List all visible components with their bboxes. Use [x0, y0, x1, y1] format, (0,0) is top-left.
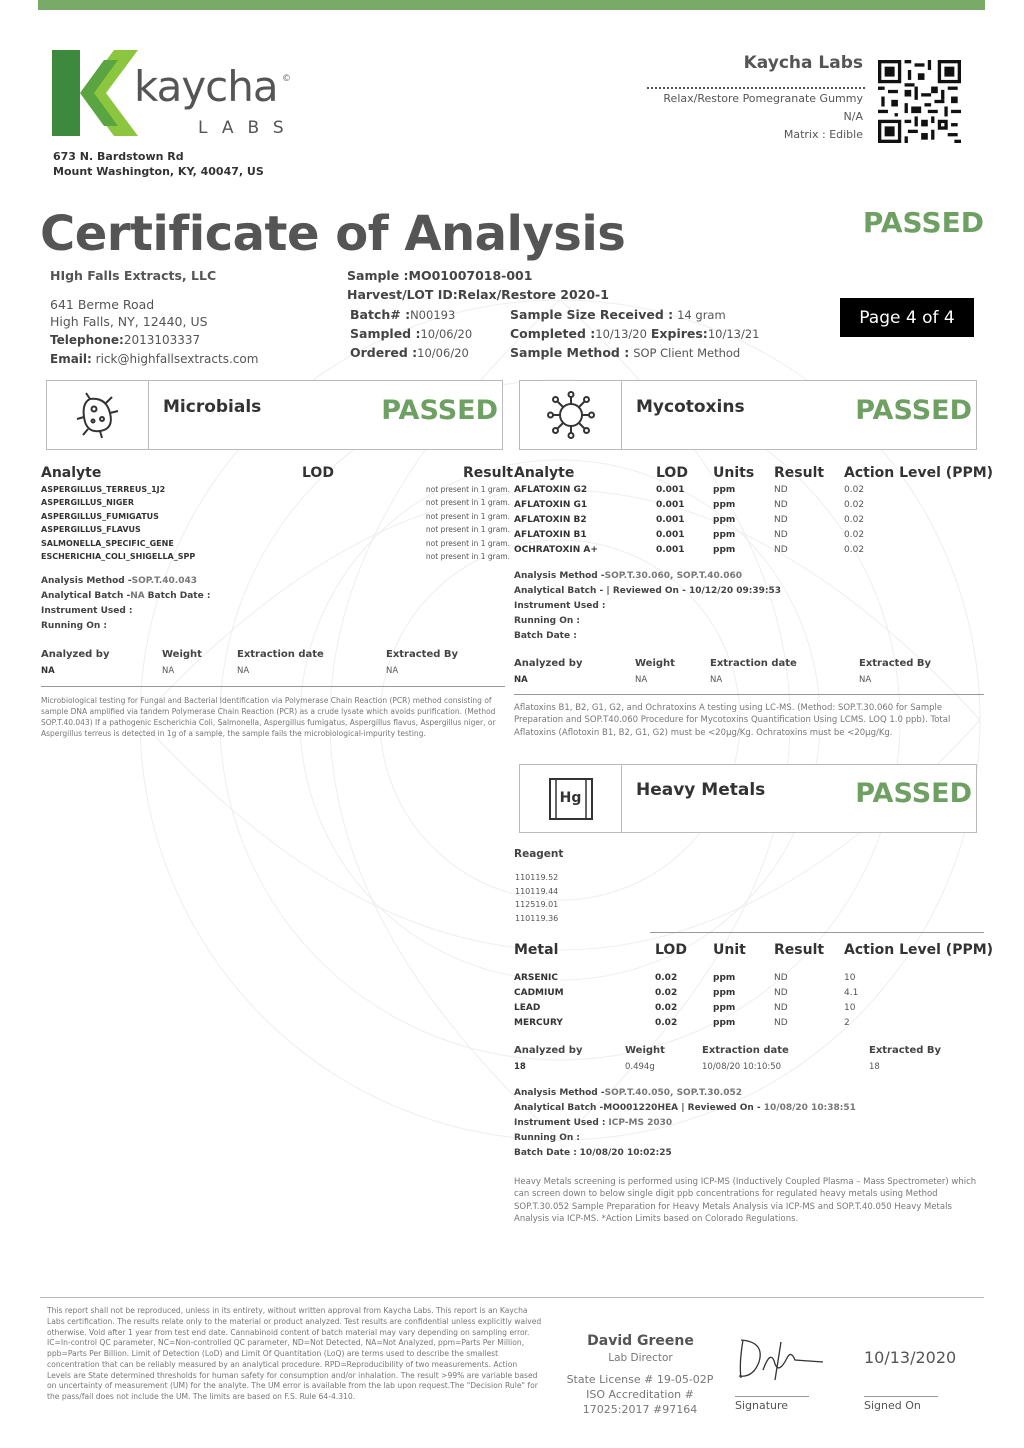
- metal-weight-label: Weight: [625, 1045, 665, 1056]
- table-row: [41, 512, 510, 525]
- micro-analysis-method: [41, 576, 197, 586]
- metal-extraction-label: Extraction date: [702, 1045, 789, 1056]
- page-title: Certificate of Analysis: [40, 206, 626, 262]
- myco-running-label: Running On :: [514, 616, 581, 626]
- product-name: Relax/Restore Pomegranate Gummy: [663, 92, 863, 105]
- ordered-value: 10/06/20: [417, 346, 469, 360]
- signature-label: Signature: [735, 1399, 789, 1412]
- heavy-metals-icon-cell: [520, 765, 622, 832]
- myco-units: ppm: [713, 500, 736, 510]
- metal-analysis-method: [514, 1088, 742, 1098]
- myco-result: ND: [774, 485, 788, 495]
- myco-method-value: SOP.T.30.060, SOP.T.40.060: [604, 571, 742, 581]
- logo-subtext: LABS: [198, 118, 298, 138]
- metal-action: 2: [844, 1018, 850, 1028]
- metal-running-label: Running On :: [514, 1133, 581, 1143]
- microbials-note: Microbiological testing for Fungal and Bacterial Identification via Polymerase Chain Reaction (PCR) method consisting of sample DNA amplified via tandem Polymerase Chain Reaction (PCR) as a crude lysate which avoids purification. (Method SOP.T.40.043) If a pathogenic Escherichia Coli, Salmonella, Aspergillus fumigatus, Aspergillus flavus, Aspergillus niger, or Aspergillus terreus is detected in 1g of a sample, the sample fails the microbiological-impurity testing.: [41, 696, 496, 738]
- iso-accreditation-line2: 17025:2017 #97164: [582, 1403, 698, 1416]
- micro-method-label: Analysis Method -: [41, 576, 132, 586]
- micro-running-label: Running On :: [41, 621, 108, 631]
- table-row: [514, 988, 984, 1003]
- mycotoxins-title: Mycotoxins: [636, 397, 745, 417]
- state-license: State License # 19-05-02P: [566, 1373, 714, 1386]
- myco-result: ND: [774, 515, 788, 525]
- myco-units: ppm: [713, 545, 736, 555]
- myco-result: ND: [774, 500, 788, 510]
- myco-analyte: AFLATOXIN B2: [514, 515, 587, 525]
- metal-instrument: [514, 1118, 672, 1128]
- micro-analyzed-by: NA: [41, 666, 55, 676]
- micro-batch-date-label: Batch Date :: [147, 591, 211, 601]
- micro-weight: NA: [162, 666, 175, 676]
- table-row: [514, 1003, 984, 1018]
- bacteria-icon: [76, 391, 120, 439]
- micro-result: not present in 1 gram.: [425, 485, 510, 494]
- microbials-icon-cell: [47, 381, 149, 449]
- table-row: [514, 1018, 984, 1033]
- myco-lod: 0.001: [656, 485, 685, 495]
- completed-value: 10/13/20: [595, 327, 647, 341]
- heavy-metals-table: [514, 973, 984, 1033]
- micro-analyte: ASPERGILLUS_FUMIGATUS: [41, 511, 159, 521]
- metal-extracted-by-label: Extracted By: [869, 1045, 942, 1056]
- myco-col-action: Action Level (PPM): [844, 465, 994, 481]
- myco-action: 0.02: [844, 500, 865, 510]
- signer-name: David Greene: [587, 1333, 694, 1349]
- metal-action: 10: [844, 1003, 856, 1013]
- micro-analyte: ASPERGILLUS_FLAVUS: [41, 525, 141, 535]
- micro-analyte: ASPERGILLUS_NIGER: [41, 498, 135, 508]
- size-label: Sample Size Received :: [510, 307, 674, 322]
- myco-units: ppm: [713, 515, 736, 525]
- micro-result: not present in 1 gram.: [425, 538, 510, 548]
- myco-lod: 0.001: [656, 500, 685, 510]
- mycotoxins-table: [514, 485, 984, 560]
- micro-analyzed-by-label: Analyzed by: [41, 649, 110, 660]
- metal-col-metal: Metal: [514, 942, 559, 958]
- myco-units: ppm: [713, 485, 736, 495]
- mercury-element-icon: [547, 778, 595, 820]
- mycotoxins-note: Aflatoxins B1, B2, G1, G2, and Ochratoxins A testing using LC-MS. (Method: SOP.T.30.060 for Sample Preparation and SOP.T40.060 Procedure for Mycotoxins Quantification Using LCMS. LOQ 1.0 ppb). Total Aflatoxins (Aflotoxin B1, B2, G1, G2) must be <20μg/Kg. Ochratoxins must be <20μg/Kg.: [514, 703, 951, 738]
- table-row: [514, 485, 984, 500]
- myco-analyzed-by-label: Analyzed by: [514, 658, 583, 669]
- metal-col-action: Action Level (PPM): [844, 942, 994, 958]
- client-name: HIgh Falls Extracts, LLC: [50, 268, 217, 283]
- micro-batch-label: Analytical Batch -: [41, 591, 131, 601]
- page-number-label: Page 4 of 4: [840, 298, 974, 337]
- metal-result: ND: [774, 988, 788, 998]
- micro-col-lod: LOD: [302, 465, 334, 481]
- micro-weight-label: Weight: [162, 649, 202, 660]
- myco-analyte: AFLATOXIN G2: [514, 485, 588, 495]
- heavy-metals-title: Heavy Metals: [636, 780, 766, 800]
- table-row: [41, 539, 510, 552]
- metal-batch-date-value: 10/08/20 10:02:25: [579, 1148, 672, 1158]
- harvest-lot: [347, 287, 609, 302]
- ordered-label: Ordered :: [350, 345, 418, 360]
- metal-name: MERCURY: [514, 1018, 563, 1028]
- table-row: [514, 530, 984, 545]
- virus-icon: [547, 391, 595, 439]
- myco-lod: 0.001: [656, 545, 685, 555]
- microbials-table: [41, 485, 510, 565]
- metal-unit: ppm: [713, 1018, 736, 1028]
- top-accent-bar: [38, 0, 985, 10]
- method-value: SOP Client Method: [633, 346, 741, 360]
- header-dotted-divider: [647, 87, 865, 89]
- myco-units: ppm: [713, 530, 736, 540]
- myco-col-lod: LOD: [656, 465, 688, 481]
- mycotoxins-status: PASSED: [855, 395, 972, 426]
- sample-method: [510, 345, 740, 360]
- signed-on-label: Signed On: [864, 1399, 921, 1412]
- method-label: Sample Method :: [510, 345, 630, 360]
- metal-result: ND: [774, 973, 788, 983]
- ordered-date: [350, 345, 469, 360]
- qr-code-icon[interactable]: [878, 60, 961, 143]
- myco-analysis-method: [514, 571, 742, 581]
- metal-action: 4.1: [844, 988, 859, 998]
- micro-instrument-label: Instrument Used :: [41, 606, 133, 616]
- myco-action: 0.02: [844, 545, 865, 555]
- email-value[interactable]: rick@highfallsextracts.com: [95, 352, 259, 366]
- reagent-label: Reagent: [514, 848, 564, 860]
- myco-analyte: AFLATOXIN G1: [514, 500, 588, 510]
- myco-lod: 0.001: [656, 530, 685, 540]
- lab-header-name: Kaycha Labs: [743, 53, 863, 73]
- metal-name: CADMIUM: [514, 988, 564, 998]
- myco-action: 0.02: [844, 485, 865, 495]
- lab-address-line1: 673 N. Bardstown Rd: [53, 150, 184, 163]
- metal-unit: ppm: [713, 973, 736, 983]
- list-item: 110119.36: [515, 913, 559, 923]
- completed-expires: [510, 326, 759, 341]
- client-city: High Falls, NY, 12440, US: [50, 314, 208, 329]
- micro-extracted-by-label: Extracted By: [386, 649, 459, 660]
- micro-result: not present in 1 gram.: [425, 511, 510, 521]
- micro-extracted-by: NA: [386, 666, 399, 676]
- micro-col-result: Result: [463, 465, 514, 481]
- metal-col-lod: LOD: [655, 942, 687, 958]
- metal-weight: 0.494g: [625, 1062, 655, 1072]
- myco-analyte: AFLATOXIN B1: [514, 530, 587, 540]
- metal-batch-value: MO001220HEA: [603, 1103, 679, 1113]
- metal-analyzed-by-label: Analyzed by: [514, 1045, 583, 1056]
- completed-label: Completed :: [510, 326, 596, 341]
- telephone-value: 2013103337: [123, 333, 201, 347]
- myco-batch-date-label: Batch Date :: [514, 631, 577, 641]
- metal-header-divider: [650, 932, 984, 933]
- metal-analyzed-by: 18: [514, 1062, 526, 1072]
- myco-action: 0.02: [844, 530, 865, 540]
- myco-instrument-label: Instrument Used :: [514, 601, 606, 611]
- micro-extraction-label: Extraction date: [237, 649, 324, 660]
- myco-analytical-batch: [514, 586, 781, 596]
- signature-line: [735, 1396, 809, 1397]
- micro-batch-value: NA: [130, 591, 145, 601]
- metal-name: LEAD: [514, 1003, 541, 1013]
- metal-action: 10: [844, 973, 856, 983]
- mycotoxins-icon-cell: [520, 381, 622, 449]
- heavy-metals-panel: [519, 764, 977, 833]
- metal-batch-date-label: Batch Date :: [514, 1148, 577, 1158]
- metal-col-result: Result: [774, 942, 825, 958]
- metal-unit: ppm: [713, 988, 736, 998]
- micro-analytical-batch: [41, 591, 210, 601]
- mycotoxins-panel: [519, 380, 977, 450]
- myco-col-analyte: Analyte: [514, 465, 575, 481]
- myco-batch-value: | Reviewed On - 10/12/20 09:39:53: [603, 586, 782, 596]
- signer-title: Lab Director: [608, 1352, 673, 1364]
- client-street: 641 Berme Road: [50, 297, 155, 312]
- myco-divider: [514, 694, 984, 695]
- myco-action: 0.02: [844, 515, 865, 525]
- table-row: [41, 552, 510, 565]
- batch-label: Batch# :: [350, 307, 411, 322]
- client-email: [50, 352, 258, 366]
- email-label: Email:: [50, 352, 92, 366]
- table-row: [41, 485, 510, 498]
- myco-weight: NA: [635, 675, 648, 685]
- micro-method-value: SOP.T.40.043: [131, 576, 198, 586]
- table-row: [514, 500, 984, 515]
- myco-extracted-by-label: Extracted By: [859, 658, 932, 669]
- table-row: [41, 525, 510, 538]
- sampled-value: 10/06/20: [420, 327, 473, 341]
- list-item: 110119.44: [515, 886, 559, 896]
- batch-number: [350, 307, 455, 322]
- client-telephone: [50, 333, 200, 347]
- sample-id: [347, 268, 532, 283]
- metal-batch-date: [514, 1148, 672, 1158]
- microbials-title: Microbials: [163, 397, 262, 417]
- myco-analyte: OCHRATOXIN A+: [514, 545, 598, 555]
- metal-unit: ppm: [713, 1003, 736, 1013]
- logo-copyright: ©: [282, 74, 291, 84]
- sample-id-value: MO01007018-001: [408, 268, 533, 283]
- kaycha-logo: [52, 50, 298, 140]
- signed-on-line: [864, 1396, 938, 1397]
- micro-result: not present in 1 gram.: [425, 551, 510, 561]
- metal-reviewed-label: | Reviewed On -: [678, 1103, 764, 1113]
- sample-size: [510, 307, 726, 322]
- micro-analyte: ESCHERICHIA_COLI_SHIGELLA_SPP: [41, 551, 196, 561]
- signature-image: [735, 1334, 825, 1384]
- micro-extraction-date: NA: [237, 666, 250, 676]
- kaycha-logo-mark: [52, 50, 138, 136]
- metal-batch-label: Analytical Batch -: [514, 1103, 604, 1113]
- micro-divider: [41, 686, 505, 687]
- micro-analyte: SALMONELLA_SPECIFIC_GENE: [41, 538, 174, 548]
- metal-lod: 0.02: [655, 1018, 678, 1028]
- metal-instrument-label: Instrument Used :: [514, 1118, 606, 1128]
- myco-result: ND: [774, 530, 788, 540]
- myco-lod: 0.001: [656, 515, 685, 525]
- micro-col-analyte: Analyte: [41, 465, 102, 481]
- signed-date: 10/13/2020: [864, 1348, 957, 1367]
- metal-lod: 0.02: [655, 1003, 678, 1013]
- sampled-date: [350, 326, 472, 341]
- sampled-label: Sampled :: [350, 326, 421, 341]
- micro-result: not present in 1 gram.: [425, 498, 510, 508]
- telephone-label: Telephone:: [50, 333, 124, 347]
- size-value: 14 gram: [677, 308, 726, 322]
- myco-weight-label: Weight: [635, 658, 675, 669]
- iso-accreditation-line1: ISO Accreditation #: [586, 1388, 694, 1401]
- sample-id-label: Sample :: [347, 268, 409, 283]
- batch-value: N00193: [410, 308, 456, 322]
- list-item: 112519.01: [515, 900, 559, 909]
- microbials-panel: [46, 380, 503, 450]
- metal-name: ARSENIC: [514, 973, 559, 983]
- overall-status-badge: PASSED: [862, 206, 984, 239]
- metal-reviewed-value: 10/08/20 10:38:51: [763, 1103, 856, 1113]
- lab-address-line2: Mount Washington, KY, 40047, US: [53, 165, 264, 178]
- table-row: [41, 498, 510, 511]
- myco-col-units: Units: [713, 465, 755, 481]
- myco-extracted-by: NA: [859, 675, 872, 685]
- expires-label: Expires:: [650, 326, 708, 341]
- mercury-symbol: Hg: [559, 789, 582, 806]
- harvest-value: Relax/Restore 2020-1: [457, 287, 609, 302]
- metal-extraction-date: 10/08/20 10:10:50: [702, 1062, 782, 1072]
- myco-col-result: Result: [774, 465, 825, 481]
- micro-analyte: ASPERGILLUS_TERREUS_1J2: [41, 485, 166, 494]
- table-row: [514, 545, 984, 560]
- metal-result: ND: [774, 1003, 788, 1013]
- heavy-metals-status: PASSED: [855, 778, 972, 809]
- micro-result: not present in 1 gram.: [425, 525, 510, 535]
- metal-col-unit: Unit: [713, 942, 746, 958]
- harvest-label: Harvest/LOT ID:: [347, 287, 458, 302]
- myco-analyzed-by: NA: [514, 675, 528, 685]
- metal-extracted-by: 18: [869, 1062, 880, 1072]
- metal-result: ND: [774, 1018, 788, 1028]
- footer-divider: [40, 1297, 984, 1298]
- metal-lod: 0.02: [655, 988, 678, 998]
- metal-instrument-value: ICP-MS 2030: [608, 1118, 673, 1128]
- product-na: N/A: [843, 110, 863, 123]
- metal-analytical-batch: [514, 1103, 856, 1113]
- myco-method-label: Analysis Method -: [514, 571, 605, 581]
- myco-result: ND: [774, 545, 788, 555]
- logo-wordmark: kaycha: [134, 62, 278, 111]
- myco-extraction-label: Extraction date: [710, 658, 797, 669]
- table-row: [514, 973, 984, 988]
- list-item: 110119.52: [515, 873, 559, 882]
- reagent-list: [515, 871, 558, 925]
- product-matrix: Matrix : Edible: [783, 128, 863, 141]
- heavy-metals-note: Heavy Metals screening is performed using ICP-MS (Inductively Coupled Plasma – Mass Spectrometer) which can screen down to below single digit ppb concentrations for regulated heavy metals using Method SOP.T.30.052 Sample Preparation for Heavy Metals Analysis via ICP-MS and SOP.T.40.050 Heavy Metals Analysis via ICP-MS. *Action Limits based on Colorado Regulations.: [514, 1177, 977, 1224]
- metal-lod: 0.02: [655, 973, 678, 983]
- myco-batch-label: Analytical Batch -: [514, 586, 604, 596]
- metal-method-value: SOP.T.40.050, SOP.T.30.052: [604, 1088, 742, 1098]
- table-row: [514, 515, 984, 530]
- microbials-status: PASSED: [381, 395, 498, 426]
- metal-method-label: Analysis Method -: [514, 1088, 605, 1098]
- footer-disclaimer: This report shall not be reproduced, unless in its entirety, without written approval from Kaycha Labs. This report is an Kaycha Labs certification. The results relate only to the material or product analyzed. Test results are confidential unless explicitly waived otherwise. Void after 1 year from test end date. Cannabinoid content of batch material may vary depending on sampling error. IC=In-control QC parameter, NC=Non-controlled QC parameter, ND=Not Detected, NA=Not Analyzed, ppm=Parts Per Million, ppb=Parts Per Billion. Limit of Detection (LoD) and Limit Of Quantitation (LoQ) are terms used to describe the smallest concentration that can be reliably measured by an analytical procedure. RPD=Reproducibility of two measurements. Action Levels are State determined thresholds for human safety for consumption and/or inhalation. The result >99% are variable based on uncertainty of measurement (UM) for the analyte. The UM error is available from the lab upon request.The "Decision Rule" for the pass/fail does not include the UM. The limits are based on F.S. Rule 64-4.310.: [47, 1306, 542, 1402]
- expires-value: 10/13/21: [707, 327, 760, 341]
- myco-extraction-date: NA: [710, 675, 723, 685]
